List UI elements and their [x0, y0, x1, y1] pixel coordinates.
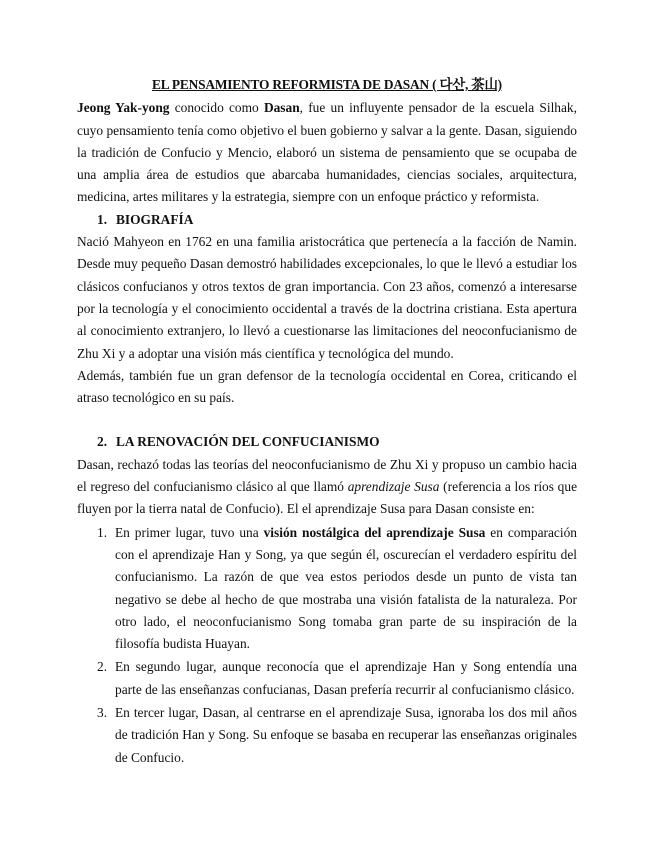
document-title: EL PENSAMIENTO REFORMISTA DE DASAN ( 다산, 茶山): [152, 77, 502, 92]
intro-paragraph: Jeong Yak-yong conocido como Dasan, fue un influyente pensador de la escuela Silhak, cuyo pensamiento tenía como objetivo el buen gobierno y salvar a la gente. Dasan, siguiendo la tradición de Confucio y Mencio, elaboró un sistema de pensamiento que se ocupaba de una amplia área de estudios que abarcaba humanidades, ciencias sociales, arquitectura, medicina, artes militares y la estrategia, siempre con un enfoque práctico y reformista.: [77, 100, 577, 205]
section-heading-renovacion: 2. LA RENOVACIÓN DEL CONFUCIANISMO: [97, 434, 380, 450]
document-page: [77, 74, 577, 769]
spacer: [77, 409, 577, 431]
list-item: 2. En segundo lugar, aunque reconocía que el aprendizaje Han y Song entendía una parte de las enseñanzas confucianas, Dasan prefería recurrir al confucianismo clásico.: [97, 659, 577, 697]
section-heading-biografia: 1. BIOGRAFÍA: [97, 211, 194, 227]
numbered-list: [77, 522, 577, 769]
list-item: 3. En tercer lugar, Dasan, al centrarse en el aprendizaje Susa, ignoraba los dos mil años de tradición Han y Song. Su enfoque se basaba en recuperar las enseñanzas originales de Confucio.: [97, 705, 577, 765]
author-name: Jeong Yak-yong: [77, 100, 170, 116]
biography-paragraph: Nació Mahyeon en 1762 en una familia aristocrática que pertenecía a la facción de Namin. Desde muy pequeño Dasan demostró habilidades excepcionales, lo que le llevó a estudiar los clásicos confucianos y otros textos de gran importancia. Con 23 años, comenzó a interesarse por la tecnología y el conocimiento occidental a través de la doctrina cristiana. Esta apertura al conocimiento extranjero, lo llevó a cuestionarse las limitaciones del neoconfucianismo de Zhu Xi y a adoptar una visión más científica y tecnológica del mundo.: [77, 234, 577, 361]
renovation-paragraph: Dasan, rechazó todas las teorías del neoconfucianismo de Zhu Xi y propuso un cambio hacia el regreso del confucianismo clásico al que llamó aprendizaje Susa (referencia a los ríos que fluyen por la tierra natal de Confucio). El el aprendizaje Susa para Dasan consiste en:: [77, 456, 578, 517]
list-item: 1. En primer lugar, tuvo una visión nostálgica del aprendizaje Susa en comparación con el aprendizaje Han y Song, ya que según él, oscurecían el verdadero espíritu del confucianismo. La razón de que vea estos periodos desde un punto de vista tan negativo se debe al hecho de que mostraba una visión fatalista de la naturaleza. Por otro lado, el neoconfucianismo Song tomaba gran parte de su inspiración de la filosofía budista Huayan.: [97, 524, 577, 652]
author-alias: Dasan: [263, 100, 300, 116]
biography-paragraph-2: Además, también fue un gran defensor de la tecnología occidental en Corea, criticando el atraso tecnológico en su país.: [77, 367, 577, 406]
